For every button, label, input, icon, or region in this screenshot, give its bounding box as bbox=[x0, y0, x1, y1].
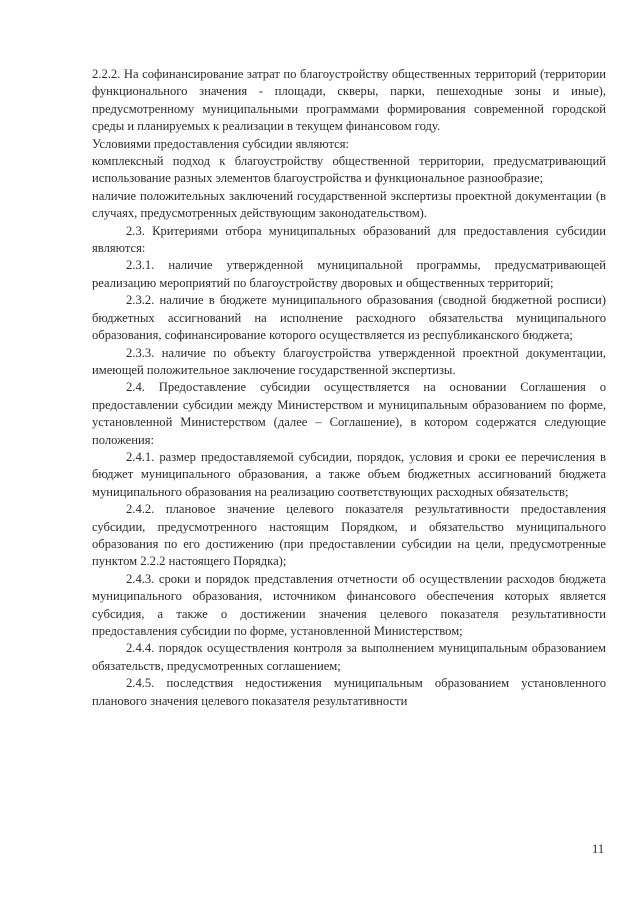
paragraph bbox=[92, 292, 606, 344]
paragraph-text: 2.4.3. сроки и порядок представления отчетности об осуществлении расходов бюджета муниципального образования, источником финансового обеспечения которых является субсидия, а также о достижении значения целевого показателя результативности предоставления субсидии по форме, установленной Министерством; bbox=[92, 571, 606, 638]
paragraph-text: 2.3.2. наличие в бюджете муниципального образования (сводной бюджетной росписи) бюджетных ассигнований на исполнение расходного обязательства муниципального образования, софинансирование которого осуществляется из республиканского бюджета; bbox=[92, 293, 606, 343]
paragraph bbox=[92, 188, 606, 223]
paragraph bbox=[92, 449, 606, 501]
paragraph-text: Условиями предоставления субсидии являются: bbox=[92, 136, 350, 151]
paragraph bbox=[92, 675, 606, 710]
paragraph bbox=[92, 257, 606, 292]
paragraph-text: 2.3.1. наличие утвержденной муниципальной программы, предусматривающей реализацию мероприятий по благоустройству дворовых и общественных территорий; bbox=[92, 258, 606, 290]
document-body bbox=[92, 66, 606, 710]
paragraph bbox=[92, 136, 606, 153]
paragraph bbox=[92, 640, 606, 675]
paragraph-text: 2.4.4. порядок осуществления контроля за выполнением муниципальным образованием обязательств, предусмотренных соглашением; bbox=[92, 641, 606, 673]
paragraph-text: 2.4.1. размер предоставляемой субсидии, порядок, условия и сроки ее перечисления в бюджет муниципального образования, а также объем бюджетных ассигнований бюджета муниципального образования на реализацию соответствующих расходных обязательств; bbox=[92, 449, 606, 499]
paragraph-text: 2.3. Критериями отбора муниципальных образований для предоставления субсидии являются: bbox=[92, 223, 606, 256]
paragraph-text: 2.3.3. наличие по объекту благоустройства утвержденной проектной документации, имеющей положительное заключение государственной экспертизы. bbox=[92, 345, 606, 377]
paragraph-text: 2.4.2. плановое значение целевого показателя результативности предоставления субсидии, предусмотренного настоящим Порядком, и обязательство муниципального образования по его достижению (при предоставлении субсидии на цели, предусмотренные пунктом 2.2.2 настоящего Порядка); bbox=[92, 502, 606, 569]
paragraph-text: 2.2.2. На софинансирование затрат по благоустройству общественных территорий (территории функционального значения - площади, скверы, парки, пешеходные зоны и иные), предусмотренному муниципальными программами формирования современной городской среды и планируемых к реализации в текущем финансовом году. bbox=[92, 67, 606, 134]
paragraph bbox=[92, 571, 606, 641]
paragraph bbox=[92, 345, 606, 380]
paragraph bbox=[92, 223, 606, 258]
paragraph bbox=[92, 153, 606, 188]
paragraph-text: наличие положительных заключений государственной экспертизы проектной документации (в случаях, предусмотренных действующим законодательством). bbox=[92, 188, 606, 221]
paragraph bbox=[92, 501, 606, 571]
paragraph-text: 2.4.5. последствия недостижения муниципальным образованием установленного планового значения целевого показателя результативности bbox=[92, 676, 606, 708]
paragraph bbox=[92, 66, 606, 136]
paragraph-text: 2.4. Предоставление субсидии осуществляется на основании Соглашения о предоставлении субсидии между Министерством и муниципальным образованием по форме, установленной Министерством (далее – Соглашение), в котором содержатся следующие положения: bbox=[92, 380, 606, 447]
paragraph bbox=[92, 379, 606, 449]
page-number: 11 bbox=[592, 842, 605, 856]
paragraph-text: комплексный подход к благоустройству общественной территории, предусматривающий использование разных элементов благоустройства и функциональное разнообразие; bbox=[92, 154, 606, 186]
